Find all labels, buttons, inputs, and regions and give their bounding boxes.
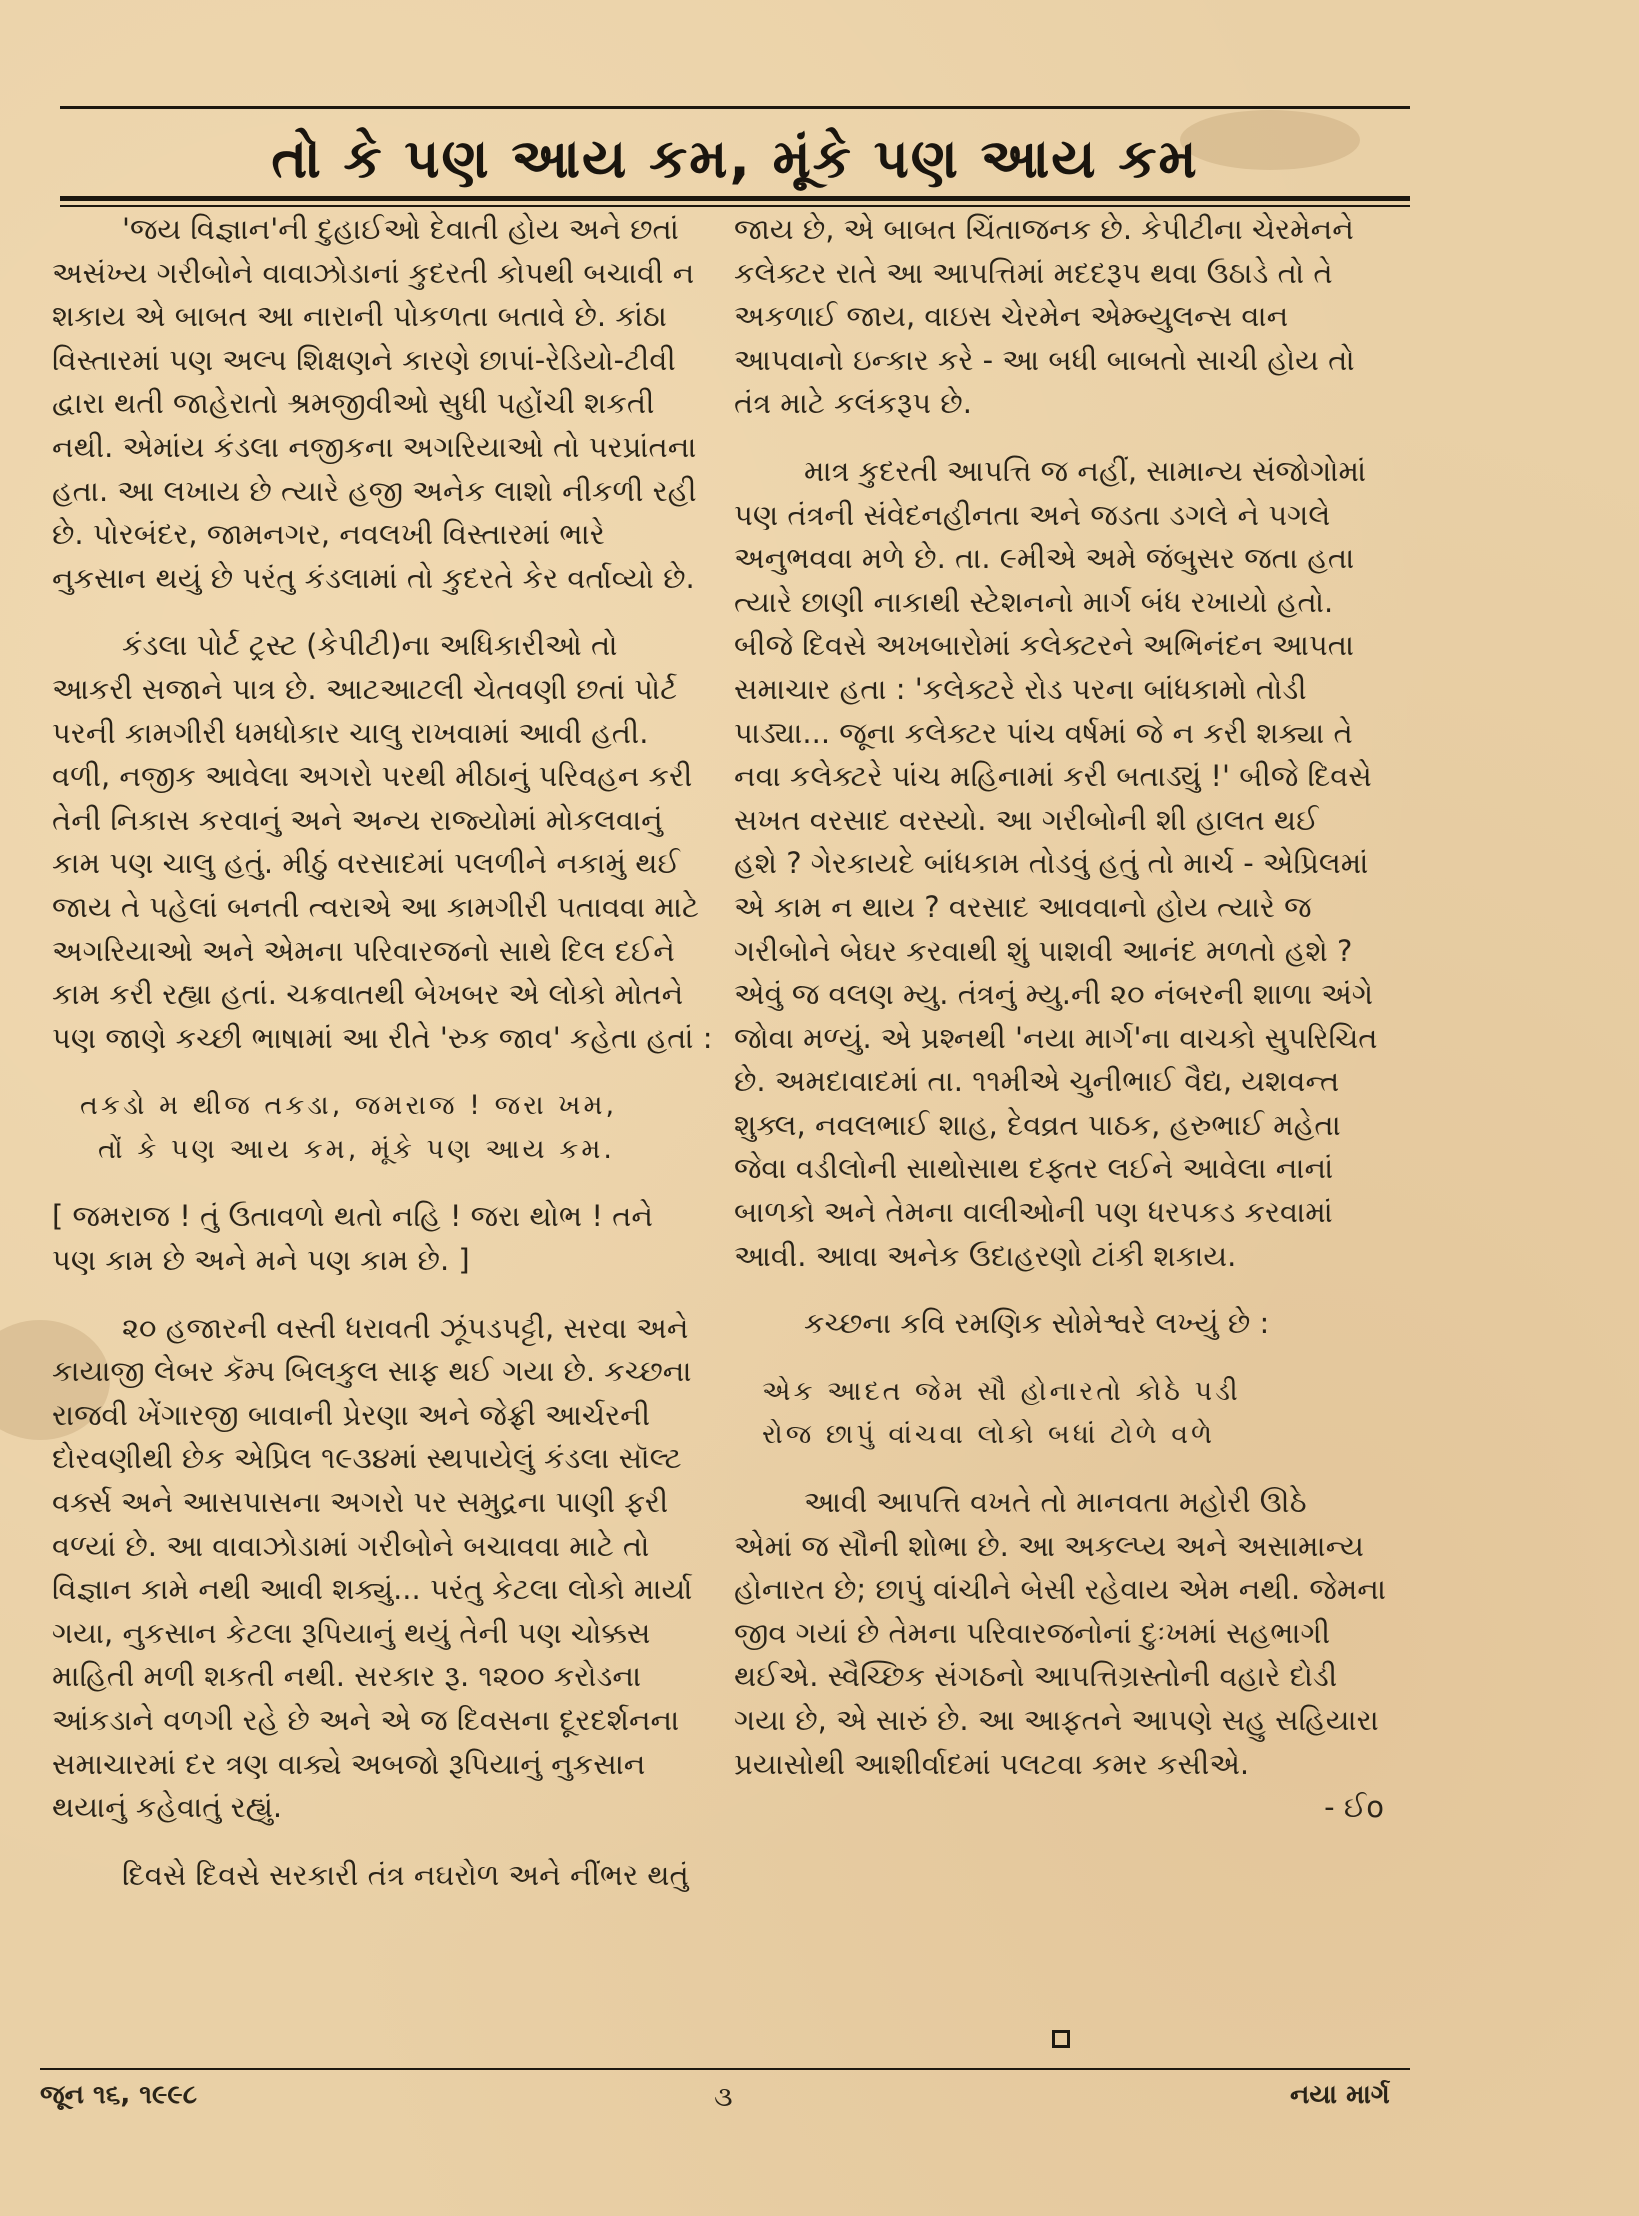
left-column — [52, 208, 712, 1897]
text-line: એ કામ ન થાય ? વરસાદ આવવાનો હોય ત્યારે જ — [734, 889, 1312, 924]
text-line: શકાય એ બાબત આ નારાની પોકળતા બતાવે છે. કાંઠા — [52, 299, 667, 334]
text-line: દિવસે દિવસે સરકારી તંત્ર નઘરોળ અને નીંભર થતું — [122, 1857, 689, 1892]
text-line: સખત વરસાદ વરસ્યો. આ ગરીબોની શી હાલત થઈ — [734, 802, 1319, 837]
paragraph-gap — [734, 426, 1404, 450]
paragraph-gap — [734, 1278, 1404, 1302]
text-line: ગરીબોને બેઘર કરવાથી શું પાશવી આનંદ મળતો હશે ? — [734, 933, 1353, 968]
poem-line: એક આદત જેમ સૌ હોનારતો કોઠે પડી — [762, 1375, 1241, 1407]
text-line: જાય છે, એ બાબત ચિંતાજનક છે. કેપીટીના ચેરમેનને — [734, 212, 1354, 246]
poem-line: તકડો મ થીજ તકડા, જમરાજ ! જરા ખમ, — [80, 1090, 618, 1122]
text-line: જોવા મળ્યું. એ પ્રશ્નથી 'નયા માર્ગ'ના વાચકો સુપરિચિત — [734, 1020, 1378, 1055]
text-line: થયાનું કહેવાતું રહ્યું. — [52, 1790, 283, 1825]
text-line: અસંખ્ય ગરીબોને વાવાઝોડાનાં કુદરતી કોપથી બચાવી ન — [52, 255, 695, 290]
text-line: તંત્ર માટે કલંકરૂપ છે. — [734, 386, 972, 421]
paragraph-gap — [52, 1830, 712, 1854]
paragraph-gap — [734, 1346, 1404, 1370]
page-number: ૩ — [714, 2080, 733, 2113]
text-line: કલેક્ટર રાતે આ આપત્તિમાં મદદરૂપ થવા ઉઠાડે તો તે — [734, 255, 1333, 290]
poem-line: તોં કે પણ આય કમ, મૂંકે પણ આય કમ. — [98, 1133, 615, 1165]
text-line: એવું જ વલણ મ્યુ. તંત્રનું મ્યુ.ની ૨૦ નંબરની શાળા અંગે — [734, 977, 1374, 1012]
text-line: 'જય વિજ્ઞાન'ની દુહાઈઓ દેવાતી હોય અને છતાં — [122, 212, 679, 246]
text-line: થઈએ. સ્વૈચ્છિક સંગઠનો આપત્તિગ્રસ્તોની વહારે દોડી — [734, 1659, 1338, 1694]
text-line: વળ્યાં છે. આ વાવાઝોડામાં ગરીબોને બચાવવા માટે તો — [52, 1528, 650, 1563]
text-line: પણ કામ છે અને મને પણ કામ છે. ] — [52, 1243, 470, 1278]
text-line: દ્વારા થતી જાહેરાતો શ્રમજીવીઓ સુધી પહોંચી શકતી — [52, 386, 655, 421]
title-rule-thin — [60, 205, 1410, 207]
text-line: પણ જાણે કચ્છી ભાષામાં આ રીતે 'રુક જાવ' કહેતા હતાં : — [52, 1020, 713, 1055]
text-line: માત્ર કુદરતી આપત્તિ જ નહીં, સામાન્ય સંજોગોમાં — [804, 453, 1367, 488]
text-line: માહિતી મળી શકતી નથી. સરકાર રૂ. ૧૨૦૦ કરોડના — [52, 1659, 642, 1694]
text-line: ૨૦ હજારની વસ્તી ધરાવતી ઝૂંપડપટ્ટી, સરવા અને — [122, 1310, 689, 1345]
text-line: વિસ્તારમાં પણ અલ્પ શિક્ષણને કારણે છાપાં-રેડિયો-ટીવી — [52, 342, 676, 377]
footer-date: જૂન ૧૬, ૧૯૯૮ — [40, 2080, 198, 2110]
text-line: વર્ક્સ અને આસપાસના અગરો પર સમુદ્રના પાણી ફરી — [52, 1485, 669, 1520]
article-title: તો કે પણ આય કમ, મૂંકે પણ આય કમ — [271, 127, 1199, 190]
text-line: આકરી સજાને પાત્ર છે. આટઆટલી ચેતવણી છતાં પોર્ટ — [52, 671, 678, 706]
text-line: શુક્લ, નવલભાઈ શાહ, દેવવ્રત પાઠક, હરુભાઈ મહેતા — [734, 1107, 1341, 1142]
text-line: પણ તંત્રની સંવેદનહીનતા અને જડતા ડગલે ને પગલે — [734, 497, 1331, 532]
text-line: ત્યારે છાણી નાકાથી સ્ટેશનનો માર્ગ બંધ રખાયો હતો. — [734, 584, 1334, 619]
text-line: કામ કરી રહ્યા હતાં. ચક્રવાતથી બેખબર એ લોકો મોતને — [52, 977, 684, 1012]
text-line: રાજવી ખેંગારજી બાવાની પ્રેરણા અને જેફ્રી આર્ચરની — [52, 1397, 650, 1432]
text-line: દોરવણીથી છેક એપ્રિલ ૧૯૩૪માં સ્થપાયેલું કંડલા સૉલ્ટ — [52, 1441, 682, 1476]
text-line: હશે ? ગેરકાયદે બાંધકામ તોડવું હતું તો માર્ચ - એપ્રિલમાં — [734, 846, 1369, 881]
text-line: છે. પોરબંદર, જામનગર, નવલખી વિસ્તારમાં ભારે — [52, 517, 605, 552]
text-line: કચ્છના કવિ રમણિક સોમેશ્વરે લખ્યું છે : — [804, 1306, 1270, 1341]
paragraph-gap — [52, 1060, 712, 1084]
text-line: બીજે દિવસે અખબારોમાં કલેક્ટરને અભિનંદન આપતા — [734, 628, 1355, 663]
text-line: છે. અમદાવાદમાં તા. ૧૧મીએ ચુનીભાઈ વૈદ્ય, યશવન્ત — [734, 1064, 1340, 1099]
text-line: ગયા છે, એ સારું છે. આ આફતને આપણે સહુ સહિયારા — [734, 1703, 1379, 1737]
top-rule — [60, 106, 1410, 109]
text-line: કામ પણ ચાલુ હતું. મીઠું વરસાદમાં પલળીને નકામું થઈ — [52, 846, 680, 881]
text-line: પરની કામગીરી ધમધોકાર ચાલુ રાખવામાં આવી હતી. — [52, 715, 649, 750]
text-line: વળી, નજીક આવેલા અગરો પરથી મીઠાનું પરિવહન કરી — [52, 759, 693, 794]
text-line: પાડ્યા... જૂના કલેક્ટર પાંચ વર્ષમાં જે ન કરી શક્યા તે — [734, 715, 1353, 750]
end-mark — [1052, 2030, 1070, 2048]
text-line: કાયાજી લેબર કૅમ્પ બિલકુલ સાફ થઈ ગયા છે. કચ્છના — [52, 1354, 692, 1389]
text-line: આંકડાને વળગી રહે છે અને એ જ દિવસના દૂરદર્શનના — [52, 1703, 680, 1737]
paragraph-gap — [52, 1171, 712, 1195]
text-line: ગયા, નુકસાન કેટલા રૂપિયાનું થયું તેની પણ ચોક્કસ — [52, 1615, 651, 1650]
text-line: બાળકો અને તેમના વાલીઓની પણ ધરપકડ કરવામાં — [734, 1195, 1333, 1230]
text-line: હોનારત છે; છાપું વાંચીને બેસી રહેવાય એમ નથી. જેમના — [734, 1572, 1387, 1607]
text-line: નવા કલેક્ટરે પાંચ મહિનામાં કરી બતાડ્યું !' બીજે દિવસે — [734, 759, 1372, 794]
magazine-name: નયા માર્ગ — [1290, 2080, 1390, 2110]
footer-rule — [40, 2068, 1410, 2070]
text-line: પ્રયાસોથી આશીર્વાદમાં પલટવા કમર કસીએ. — [734, 1746, 1250, 1781]
text-line: નુકસાન થયું છે પરંતુ કંડલામાં તો કુદરતે કેર વર્તાવ્યો છે. — [52, 560, 695, 595]
text-line: તેની નિકાસ કરવાનું અને અન્ય રાજ્યોમાં મોકલવાનું — [52, 802, 663, 837]
paragraph-gap — [52, 600, 712, 624]
text-line: [ જમરાજ ! તું ઉતાવળો થતો નહિ ! જરા થોભ ! તને — [52, 1199, 654, 1234]
text-line: આપવાનો ઇન્કાર કરે - આ બધી બાબતો સાચી હોય તો — [734, 342, 1355, 377]
author-signature: - ઈo — [1324, 1790, 1384, 1825]
text-line: એમાં જ સૌની શોભા છે. આ અકલ્પ્ય અને અસામાન્ય — [734, 1528, 1364, 1563]
text-line: વિજ્ઞાન કામે નથી આવી શક્યું... પરંતુ કેટલા લોકો માર્યા — [52, 1572, 693, 1607]
text-line: કંડલા પોર્ટ ટ્રસ્ટ (કેપીટી)ના અધિકારીઓ તો — [122, 628, 618, 663]
text-line: અગરિયાઓ અને એમના પરિવારજનો સાથે દિલ દઈને — [52, 933, 675, 968]
paragraph-gap — [734, 1457, 1404, 1481]
paragraph-gap — [52, 1283, 712, 1307]
text-line: નથી. એમાંય કંડલા નજીકના અગરિયાઓ તો પરપ્રાંતના — [52, 429, 697, 464]
text-line: જીવ ગયાં છે તેમના પરિવારજનોનાં દુઃખમાં સહભાગી — [734, 1615, 1330, 1650]
text-line: આવી આપત્તિ વખતે તો માનવતા મહોરી ઊઠે — [804, 1485, 1307, 1520]
text-line: આવી. આવા અનેક ઉદાહરણો ટાંકી શકાય. — [734, 1238, 1237, 1273]
right-column — [734, 208, 1404, 1830]
text-line: જાય તે પહેલાં બનતી ત્વરાએ આ કામગીરી પતાવવા માટે — [52, 889, 699, 924]
text-line: જેવા વડીલોની સાથોસાથ દફ્તર લઈને આવેલા નાનાં — [734, 1151, 1334, 1186]
text-line: અનુભવવા મળે છે. તા. ૯મીએ અમે જંબુસર જતા હતા — [734, 541, 1355, 576]
poem-line: રોજ છાપું વાંચવા લોકો બધાં ટોળે વળે — [762, 1419, 1216, 1451]
text-line: હતા. આ લખાય છે ત્યારે હજી અનેક લાશો નીકળી રહી — [52, 473, 697, 508]
text-line: સમાચારમાં દર ત્રણ વાક્યે અબજો રૂપિયાનું નુકસાન — [52, 1746, 646, 1781]
text-line: સમાચાર હતા : 'કલેક્ટરે રોડ પરના બાંધકામો તોડી — [734, 671, 1307, 706]
text-line: અકળાઈ જાય, વાઇસ ચેરમેન એમ્બ્યુલન્સ વાન — [734, 299, 1289, 334]
title-rule-thick — [60, 196, 1410, 201]
